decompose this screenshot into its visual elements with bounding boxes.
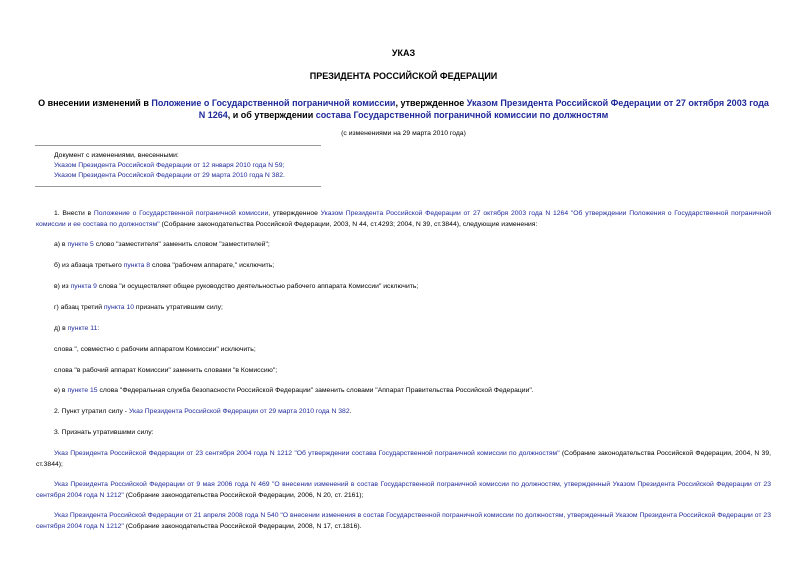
title-link-decree[interactable]: Указом Президента Российской Федерации от 27 октября 2003 года N 1264 (198, 98, 769, 120)
change-link[interactable]: Указом Президента Российской Федерации от 12 января 2010 года N 59; (54, 162, 285, 169)
link-decree-540[interactable]: Указ Президента Российской Федерации от 21 апреля 2008 года N 540 "О внесении изменения в состав Государственной пограничной комиссии по должностям, утвержденный Указом Президента Российской Федерации от 23 сентября 2004 года N 1212" (36, 512, 771, 530)
text: а) в (54, 241, 68, 248)
repealed-3 (36, 511, 771, 532)
text: г) абзац третий (54, 304, 104, 311)
item-a (36, 240, 771, 251)
link-clause-9[interactable]: пункта 9 (70, 283, 97, 290)
doc-type-heading: УКАЗ (391, 48, 416, 58)
text: , утвержденное (268, 210, 321, 217)
item-d-1: слова ", совместно с рабочим аппаратом Комиссии" исключить; (54, 346, 256, 353)
text: в) из (54, 283, 71, 290)
text: е) в (54, 387, 68, 394)
title-link-composition[interactable]: состава Государственной пограничной комиссии по должностям (315, 109, 609, 120)
link-clause-11[interactable]: пункте 11 (67, 325, 98, 332)
link-regulation[interactable]: Положение о Государственной пограничной комиссии (93, 210, 269, 217)
repealed-2 (36, 480, 771, 501)
paragraph-2 (36, 407, 771, 418)
text: слова "рабочем аппарате," исключить; (150, 262, 275, 269)
text: (Собрание законодательства Российской Федерации, 2008, N 17, ст.1816). (123, 522, 362, 530)
text: д) в (54, 325, 68, 332)
text: слова "и осуществляет общее руководство деятельностью рабочего аппарата Комиссии" исключить; (96, 283, 419, 290)
title-text: О внесении изменений в (38, 98, 152, 108)
changes-label: Документ с изменениями, внесенными: (54, 152, 179, 159)
link-clause-8[interactable]: пункта 8 (123, 262, 151, 269)
change-link[interactable]: Указом Президента Российской Федерации от 29 марта 2010 года N 382. (54, 172, 285, 179)
link-decree-382[interactable]: Указ Президента Российской Федерации от 29 марта 2010 года N 382 (128, 408, 350, 415)
document-title (36, 98, 771, 121)
item-d-2: слова "в рабочий аппарат Комиссии" заменить словами "в Комиссию"; (54, 367, 278, 374)
item-g (36, 303, 771, 314)
issuer-heading: ПРЕЗИДЕНТА РОССИЙСКОЙ ФЕДЕРАЦИИ (309, 71, 498, 81)
text: (Собрание законодательства Российской Федерации, 2006, N 20, ст. 2161); (123, 491, 364, 499)
text: признать утратившим силу; (134, 304, 223, 311)
title-text: , утвержденное (395, 98, 467, 108)
divider-bottom (35, 186, 321, 187)
title-text: , и об утверждении (227, 109, 316, 120)
changes-box (54, 151, 285, 181)
link-decree-1264[interactable]: Указом Президента Российской Федерации от 27 октября 2003 года N 1264 "Об утверждении Положения о Государственной пограничной комиссии и ее состава по должностям" (36, 210, 771, 228)
item-v (36, 282, 771, 293)
divider-top (35, 145, 321, 146)
title-link-regulation[interactable]: Положение о Государственной пограничной комиссии (151, 98, 396, 108)
paragraph-1 (36, 209, 771, 230)
item-b (36, 261, 771, 272)
text: слово "заместителя" заменить словом "заместителей"; (93, 241, 270, 248)
text: (Собрание законодательства Российской Федерации, 2003, N 44, ст.4293; 2004, N 39, ст.3844), следующие изменения: (159, 220, 538, 228)
text: (Собрание законодательства Российской Федерации, 2004, N 39, ст.3844); (36, 450, 771, 468)
text: 1. Внести в (54, 210, 94, 217)
item-d (36, 324, 771, 335)
text: б) из абзаца третьего (54, 262, 124, 269)
link-clause-15[interactable]: пункте 15 (67, 387, 98, 394)
link-clause-10[interactable]: пункта 10 (103, 304, 135, 311)
link-decree-469[interactable]: Указ Президента Российской Федерации от 9 мая 2006 года N 469 "О внесении изменений в состав Государственной пограничной комиссии по должностям, утвержденный Указом Президента Российской Федерации от 23 сентября 2004 года N 1212" (36, 481, 771, 499)
repealed-1 (36, 449, 771, 470)
link-clause-5[interactable]: пункте 5 (67, 241, 94, 248)
text: слова "Федеральная служба безопасности Российской Федерации" заменить словами "Аппарат Правительства Российской Федерации". (97, 387, 534, 394)
revision-note: (с изменениями на 29 марта 2010 года) (341, 130, 466, 137)
text: 2. Пункт утратил силу - (54, 408, 129, 415)
text: . (349, 408, 352, 415)
text: : (97, 325, 100, 332)
item-e (36, 386, 771, 397)
paragraph-3: 3. Признать утратившими силу: (54, 429, 154, 436)
link-decree-1212[interactable]: Указ Президента Российской Федерации от 23 сентября 2004 года N 1212 "Об утверждении состава Государственной пограничной комиссии по должностям" (54, 450, 560, 457)
